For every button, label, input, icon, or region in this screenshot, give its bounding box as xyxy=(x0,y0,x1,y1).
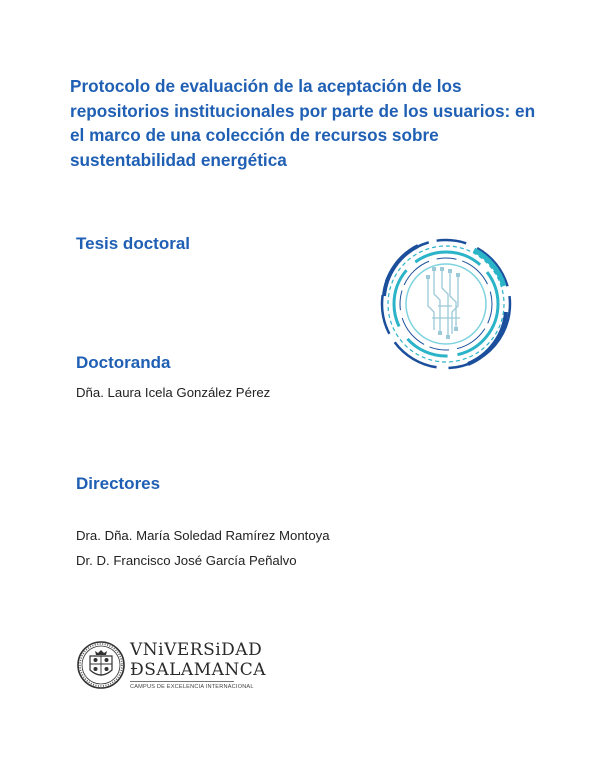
university-name-line1: VNiVERSiDAD xyxy=(130,640,263,660)
thesis-title xyxy=(70,74,540,172)
title-line: sustentabilidad energética xyxy=(70,149,287,170)
thesis-type-heading: Tesis doctoral xyxy=(76,234,190,253)
candidate-heading: Doctoranda xyxy=(76,353,171,372)
title-line: Protocolo de evaluación de la aceptación de los xyxy=(70,76,462,96)
title-line: repositorios institucionales por parte de los usuarios: en xyxy=(70,100,536,121)
director-name: Dr. D. Francisco José García Peñalvo xyxy=(76,553,297,568)
director-name: Dra. Dña. María Soledad Ramírez Montoya xyxy=(76,528,330,543)
university-tagline: CAMPUS DE EXCELENCIA INTERNACIONAL xyxy=(130,684,254,690)
title-line: el marco de una colección de recursos sobre xyxy=(70,125,439,145)
university-name-line2: ÐSALAMANCA xyxy=(130,660,267,680)
logo-divider xyxy=(130,681,234,682)
directors-heading: Directores xyxy=(76,474,161,493)
circuit-rings-emblem-icon xyxy=(378,236,514,372)
university-seal-icon xyxy=(76,640,126,690)
candidate-name: Dña. Laura Icela González Pérez xyxy=(76,385,271,400)
university-logo xyxy=(76,640,267,696)
